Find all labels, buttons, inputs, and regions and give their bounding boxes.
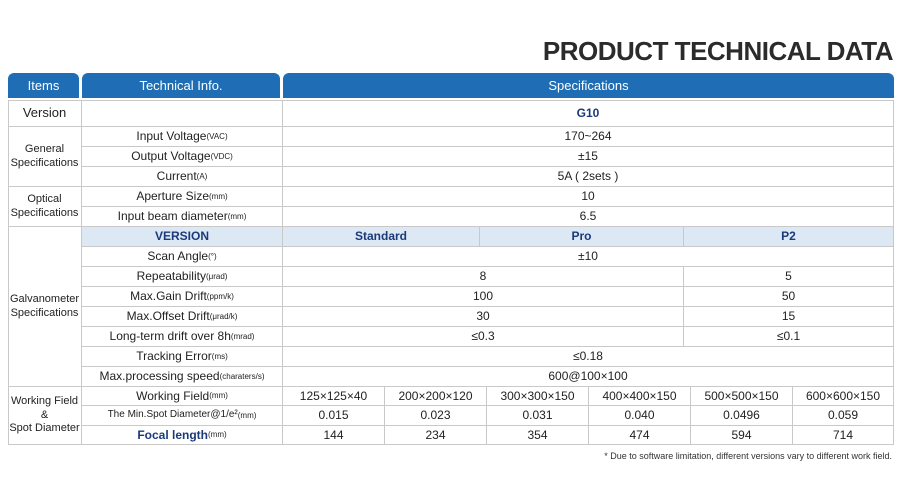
spot-diameter-1: 0.015 bbox=[283, 406, 385, 426]
label-scan-angle: Scan Angle (°) bbox=[82, 247, 283, 267]
value-offset-drift-p2: 15 bbox=[684, 307, 894, 327]
focal-length-4: 474 bbox=[589, 426, 691, 445]
header-specifications: Specifications bbox=[283, 73, 894, 98]
label-input-voltage: Input Voltage (VAC) bbox=[82, 127, 283, 147]
working-field-4: 400×400×150 bbox=[589, 387, 691, 406]
label-max-gain-drift: Max.Gain Drift (ppm/k) bbox=[82, 287, 283, 307]
spot-diameter-2: 0.023 bbox=[385, 406, 487, 426]
focal-length-6: 714 bbox=[793, 426, 894, 445]
value-repeatability-p2: 5 bbox=[684, 267, 894, 287]
label-tracking-error: Tracking Error (ms) bbox=[82, 347, 283, 367]
spot-diameter-6: 0.059 bbox=[793, 406, 894, 426]
footnote: * Due to software limitation, different versions vary to different work field. bbox=[604, 451, 892, 461]
spot-diameter-5: 0.0496 bbox=[691, 406, 793, 426]
version-header-label: VERSION bbox=[82, 227, 283, 247]
label-working-field: Working Field (mm) bbox=[82, 387, 283, 406]
value-offset-drift-std-pro: 30 bbox=[283, 307, 684, 327]
item-general-specifications: General Specifications bbox=[8, 127, 82, 187]
value-current: 5A ( 2sets ) bbox=[283, 167, 894, 187]
label-output-voltage: Output Voltage (VDC) bbox=[82, 147, 283, 167]
label-max-offset-drift: Max.Offset Drift (μrad/k) bbox=[82, 307, 283, 327]
item-working-field-spot-diameter: Working Field & Spot Diameter bbox=[8, 387, 82, 445]
label-min-spot-diameter: The Min.Spot Diameter@1/e² (mm) bbox=[82, 406, 283, 426]
value-long-term-drift-p2: ≤0.1 bbox=[684, 327, 894, 347]
value-max-processing-speed: 600@100×100 bbox=[283, 367, 894, 387]
version-p2: P2 bbox=[684, 227, 894, 247]
working-field-1: 125×125×40 bbox=[283, 387, 385, 406]
label-current: Current (A) bbox=[82, 167, 283, 187]
version-standard: Standard bbox=[283, 227, 480, 247]
label-focal-length: Focal length (mm) bbox=[82, 426, 283, 445]
value-long-term-drift-std-pro: ≤0.3 bbox=[283, 327, 684, 347]
version-value: G10 bbox=[283, 100, 894, 127]
label-aperture-size: Aperture Size (mm) bbox=[82, 187, 283, 207]
working-field-6: 600×600×150 bbox=[793, 387, 894, 406]
spot-diameter-3: 0.031 bbox=[487, 406, 589, 426]
page-title: PRODUCT TECHNICAL DATA bbox=[542, 36, 893, 66]
working-field-2: 200×200×120 bbox=[385, 387, 487, 406]
value-repeatability-std-pro: 8 bbox=[283, 267, 684, 287]
focal-length-2: 234 bbox=[385, 426, 487, 445]
item-optical-specifications: Optical Specifications bbox=[8, 187, 82, 227]
item-version: Version bbox=[8, 100, 82, 127]
focal-length-5: 594 bbox=[691, 426, 793, 445]
focal-length-3: 354 bbox=[487, 426, 589, 445]
value-input-voltage: 170~264 bbox=[283, 127, 894, 147]
version-info-empty bbox=[82, 100, 283, 127]
value-gain-drift-std-pro: 100 bbox=[283, 287, 684, 307]
version-pro: Pro bbox=[480, 227, 684, 247]
value-output-voltage: ±15 bbox=[283, 147, 894, 167]
working-field-3: 300×300×150 bbox=[487, 387, 589, 406]
value-scan-angle: ±10 bbox=[283, 247, 894, 267]
header-items: Items bbox=[8, 73, 79, 98]
working-field-5: 500×500×150 bbox=[691, 387, 793, 406]
label-max-processing-speed: Max.processing speed (charaters/s) bbox=[82, 367, 283, 387]
focal-length-1: 144 bbox=[283, 426, 385, 445]
value-aperture-size: 10 bbox=[283, 187, 894, 207]
label-long-term-drift: Long-term drift over 8h (mrad) bbox=[82, 327, 283, 347]
label-repeatability: Repeatability (μrad) bbox=[82, 267, 283, 287]
label-input-beam-diameter: Input beam diameter (mm) bbox=[82, 207, 283, 227]
header-technical-info: Technical Info. bbox=[82, 73, 280, 98]
value-gain-drift-p2: 50 bbox=[684, 287, 894, 307]
value-tracking-error: ≤0.18 bbox=[283, 347, 894, 367]
spot-diameter-4: 0.040 bbox=[589, 406, 691, 426]
value-input-beam-diameter: 6.5 bbox=[283, 207, 894, 227]
item-galvanometer-specifications: Galvanometer Specifications bbox=[8, 227, 82, 387]
